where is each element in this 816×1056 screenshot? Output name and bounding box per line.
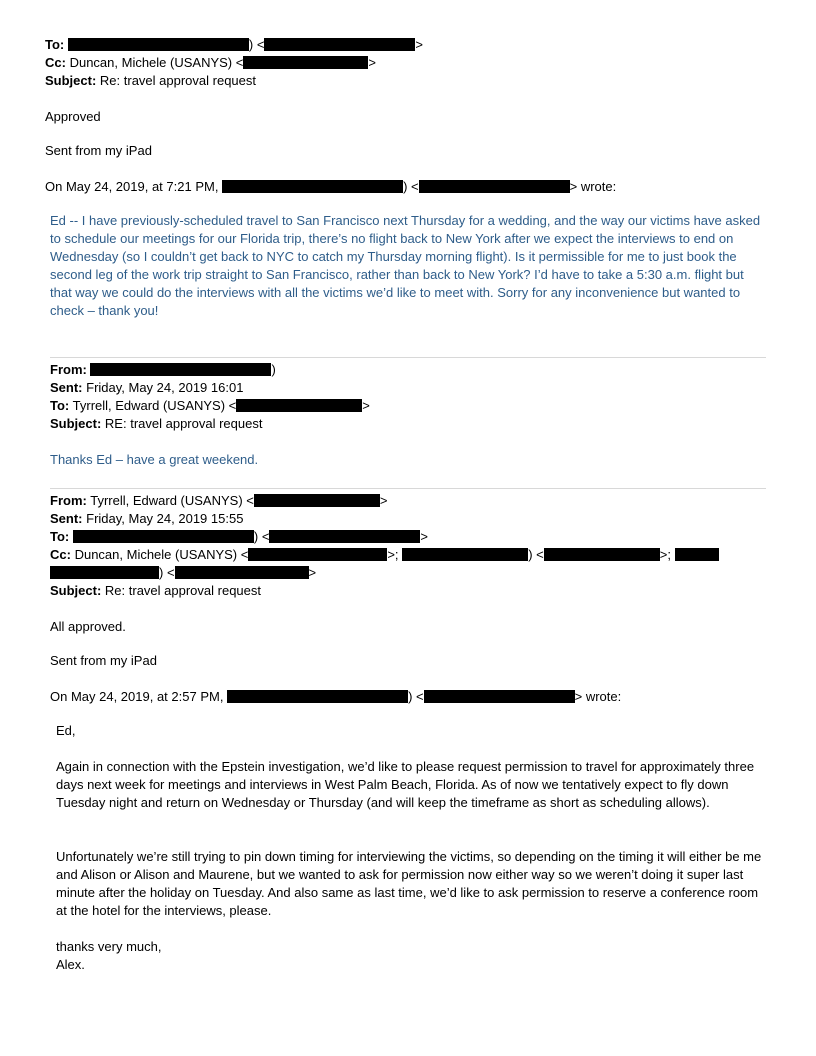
subject-label: Subject: bbox=[50, 416, 102, 431]
subject-text: Re: travel approval request bbox=[99, 73, 257, 88]
subject-label: Subject: bbox=[45, 73, 97, 88]
redaction-bar bbox=[248, 548, 387, 561]
email3-signature: Sent from my iPad bbox=[50, 653, 157, 668]
email1-subject-line bbox=[45, 73, 256, 89]
from-label: From: bbox=[50, 493, 87, 508]
email3-cc-line: Cc: Duncan, Michele (USANYS) < >; ) < >; bbox=[50, 547, 719, 563]
from-name: Tyrrell, Edward (USANYS) < bbox=[90, 493, 254, 508]
to-label: To: bbox=[50, 398, 70, 413]
email1-to-line: To: ) < > bbox=[45, 37, 424, 52]
to-name: Tyrrell, Edward (USANYS) < bbox=[72, 398, 237, 413]
divider bbox=[50, 488, 766, 489]
redaction-bar bbox=[175, 566, 309, 579]
redaction-bar bbox=[675, 548, 719, 561]
subject-text: Re: travel approval request bbox=[104, 583, 262, 598]
redaction-bar bbox=[269, 530, 420, 543]
sent-label: Sent: bbox=[50, 511, 83, 526]
email3-from-line: From: Tyrrell, Edward (USANYS) < > bbox=[50, 493, 388, 508]
quoted-greeting: Ed, bbox=[56, 723, 76, 738]
redaction-bar bbox=[544, 548, 660, 561]
email3-sent-line bbox=[50, 511, 243, 527]
cc-label: Cc: bbox=[45, 55, 66, 70]
email3-body: All approved. bbox=[50, 619, 126, 634]
to-label: To: bbox=[45, 37, 65, 52]
to-label: To: bbox=[50, 529, 70, 544]
redaction-bar bbox=[227, 690, 408, 703]
email1-signature: Sent from my iPad bbox=[45, 143, 152, 158]
sent-date: Friday, May 24, 2019 16:01 bbox=[86, 380, 244, 395]
quoted-paragraph-1: Again in connection with the Epstein investigation, we’d like to please request permission to travel for approximately three days next week for meetings and interviews in West Palm Beach, Florida. As of now we tentatively expect to fly down Tuesday night and return on Wednesday or Thursday (and will keep the timeframe as short as scheduling allows). bbox=[56, 759, 755, 810]
redaction-bar bbox=[264, 38, 415, 51]
email2-body: Thanks Ed – have a great weekend. bbox=[50, 452, 259, 467]
redaction-bar bbox=[424, 690, 575, 703]
quoted-paragraph-2: Unfortunately we’re still trying to pin down timing for interviewing the victims, so depending on the timing it will either be me and Alison or Alison and Maurene, but we wanted to ask for permission now either way so we weren’t doing it super last minute after the holiday on Tuesday. And also same as last time, we’d like to ask permission to reserve a conference room at the hotel for the interviews, please. bbox=[56, 849, 762, 918]
sent-date: Friday, May 24, 2019 15:55 bbox=[86, 511, 244, 526]
redaction-bar bbox=[90, 363, 271, 376]
redaction-bar bbox=[236, 399, 362, 412]
email2-from-line: From: ) bbox=[50, 362, 276, 377]
email1-cc-line: Cc: Duncan, Michele (USANYS) < > bbox=[45, 55, 376, 70]
cc-name: Duncan, Michele (USANYS) < bbox=[74, 547, 249, 562]
email1-quote-header: On May 24, 2019, at 7:21 PM, ) < > wrote: bbox=[45, 179, 617, 194]
email3-subject-line bbox=[50, 583, 261, 599]
redaction-bar bbox=[222, 180, 403, 193]
email3-cc-line-2: ) < > bbox=[50, 565, 316, 581]
email2-to-line: To: Tyrrell, Edward (USANYS) < > bbox=[50, 398, 370, 413]
redaction-bar bbox=[402, 548, 528, 561]
quoted-name: Alex. bbox=[56, 957, 85, 972]
email3-quote-header: On May 24, 2019, at 2:57 PM, ) < > wrote: bbox=[50, 689, 622, 704]
email1-body: Approved bbox=[45, 109, 101, 124]
redaction-bar bbox=[73, 530, 254, 543]
cc-name: Duncan, Michele (USANYS) < bbox=[69, 55, 244, 70]
email3-to-line: To: ) < > bbox=[50, 529, 429, 544]
quoted-closing: thanks very much, bbox=[56, 939, 162, 954]
redaction-bar bbox=[68, 38, 249, 51]
divider bbox=[50, 357, 766, 358]
redaction-bar bbox=[419, 180, 570, 193]
cc-label: Cc: bbox=[50, 547, 71, 562]
email2-sent-line bbox=[50, 380, 243, 396]
subject-text: RE: travel approval request bbox=[104, 416, 263, 431]
redaction-bar bbox=[50, 566, 159, 579]
email2-subject-line bbox=[50, 416, 262, 432]
redaction-bar bbox=[243, 56, 368, 69]
from-label: From: bbox=[50, 362, 87, 377]
redaction-bar bbox=[254, 494, 380, 507]
sent-label: Sent: bbox=[50, 380, 83, 395]
email1-quoted-body: Ed -- I have previously-scheduled travel to San Francisco next Thursday for a wedding, and the way our victims have asked to schedule our meetings for our Florida trip, there’s no flight back to New York after we expect the interviews to end on Wednesday (so I couldn’t get back to NYC to catch my Thursday morning flight). Is it permissible for me to just book the second leg of the work trip straight to San Francisco, rather than back to New York? I’d have to take a 5:30 a.m. flight but that way we could do the interviews with all the victims we’d like to meet with. Sorry for any inconvenience but wanted to check – thank you! bbox=[50, 213, 761, 318]
subject-label: Subject: bbox=[50, 583, 102, 598]
